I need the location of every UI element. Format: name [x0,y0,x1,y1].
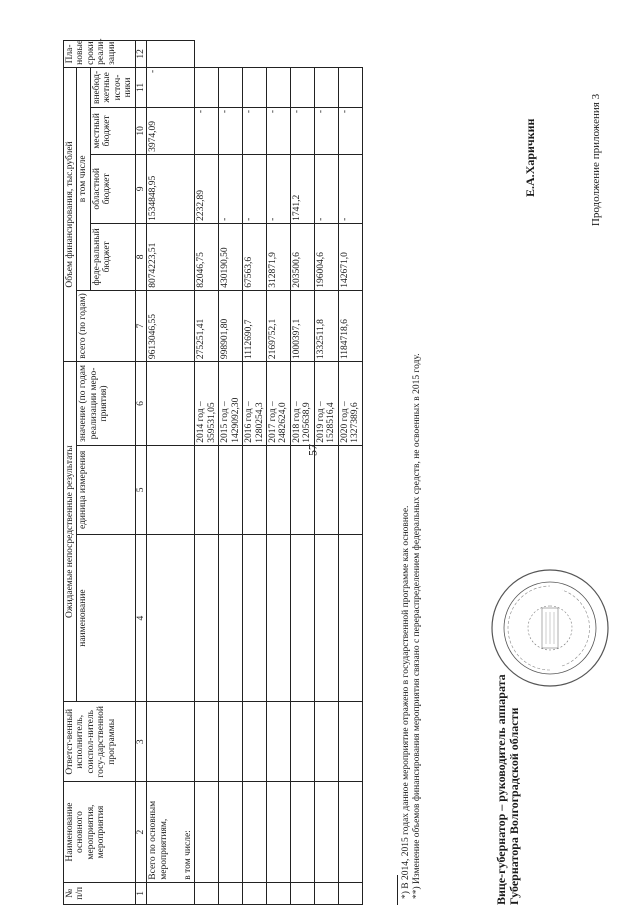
year-local: 1741,2 [290,154,314,223]
year-total: 2015 год – 1429092,30 [219,362,243,446]
year-extra: - [195,108,219,155]
year-total: 2016 год – 1280254,3 [243,362,267,446]
official-seal-icon [488,565,613,690]
col-executor-header: Ответст-венный исполнитель, соиспол-нитель госу-дарственной программы [64,702,136,782]
year-local: - [219,154,243,223]
year-total: 2020 год – 1327389,6 [338,362,362,446]
col-federal-header: феде-ральный бюджет [90,223,135,290]
col-unit-header: единица измерения [77,445,135,534]
year-federal: 1112690,7 [243,290,267,361]
funding-header: Объем финансирования, тыс.рублей [64,67,77,361]
year-row [267,41,291,905]
year-row [338,41,362,905]
year-row [314,41,338,905]
rotated-content [63,40,633,905]
year-regional: 82046,75 [195,223,219,290]
col-num: 7 [135,290,146,361]
col-num: 3 [135,702,146,782]
col-deadlines-header: Пла-новые сроки реали-зации [64,41,136,68]
col-num: 4 [135,534,146,701]
year-total: 2019 год – 1528516,4 [314,362,338,446]
year-regional: 430190,50 [219,223,243,290]
total-regional: 1534848,95 [147,154,195,223]
year-federal: 1184718,6 [338,290,362,361]
year-extra: - [267,108,291,155]
col-num: 11 [135,67,146,107]
year-federal: 998901,80 [219,290,243,361]
total-extra: - [147,67,195,107]
including-label: в том числе: [182,830,193,880]
col-num: 9 [135,154,146,223]
year-regional: 203500,6 [290,223,314,290]
col-num: 6 [135,362,146,446]
year-total: 2014 год – 359531,05 [195,362,219,446]
year-row [290,41,314,905]
year-regional: 312871,9 [267,223,291,290]
continuation-title: Продолжение приложения 3 [590,93,602,227]
year-local: - [243,154,267,223]
year-local: - [314,154,338,223]
year-regional: 142671,0 [338,223,362,290]
year-federal: 2169752,1 [267,290,291,361]
col-num: 2 [135,782,146,882]
column-numbers-row [135,41,146,905]
year-regional: 196004,6 [314,223,338,290]
total-label: Всего по основным мероприятиям, [148,800,169,880]
year-regional: 67563,6 [243,223,267,290]
signature-name: Е.А.Харичкин [523,118,537,197]
year-extra: - [290,108,314,155]
col-num: 8 [135,223,146,290]
year-total: 2017 год – 2482624,0 [267,362,291,446]
col-num: 10 [135,108,146,155]
footnote-1: *) В 2014, 2015 годах данное мероприятие отражено в государственной программе как основное. [401,505,411,899]
year-row [219,41,243,905]
col-value-header: значение (по годам реализации меро-приятия) [77,362,135,446]
funding-table [63,40,363,905]
signature-title: Вице-губернатор – руководитель аппарата Губернатора Волгоградской области [494,674,521,905]
page-number: 57 [305,444,320,456]
year-extra: - [243,108,267,155]
year-extra: - [314,108,338,155]
year-row [243,41,267,905]
year-row [195,41,219,905]
year-local: 2232,89 [195,154,219,223]
col-local-header: местный бюджет [90,108,135,155]
col-total-header: всего (по годам) [77,290,135,361]
col-name-header: наименование [77,534,135,701]
col-num: 1 [135,882,146,904]
year-local: - [267,154,291,223]
year-extra: - [338,108,362,155]
total-federal: 8074223,51 [147,223,195,290]
year-federal: 1332511,8 [314,290,338,361]
col-regional-header: областной бюджет [90,154,135,223]
col-num: 12 [135,41,146,68]
year-total: 2018 год – 1205638,9 [290,362,314,446]
year-federal: 1000397,1 [290,290,314,361]
year-local: - [338,154,362,223]
year-federal: 275251,41 [195,290,219,361]
including-header: в том числе [77,67,90,290]
col-activity-header: Наименование основного мероприятия, мероприятия [64,782,136,882]
total-local: 3974,09 [147,108,195,155]
total-row [147,41,195,905]
footnote-2: **) Изменение объемов финансирования мероприятия связано с перераспределением федеральных средств, не освоенных в 2015 году. [412,353,422,899]
year-extra: - [219,108,243,155]
expected-results-header: Ожидаемые непосредственные результаты [64,362,77,702]
total-all: 9613046,55 [147,290,195,361]
col-number-header: № п/п [64,882,136,904]
col-extra-header: внебюд-жетные источ-ники [90,67,135,107]
footnote-separator [397,875,398,905]
col-num: 5 [135,445,146,534]
